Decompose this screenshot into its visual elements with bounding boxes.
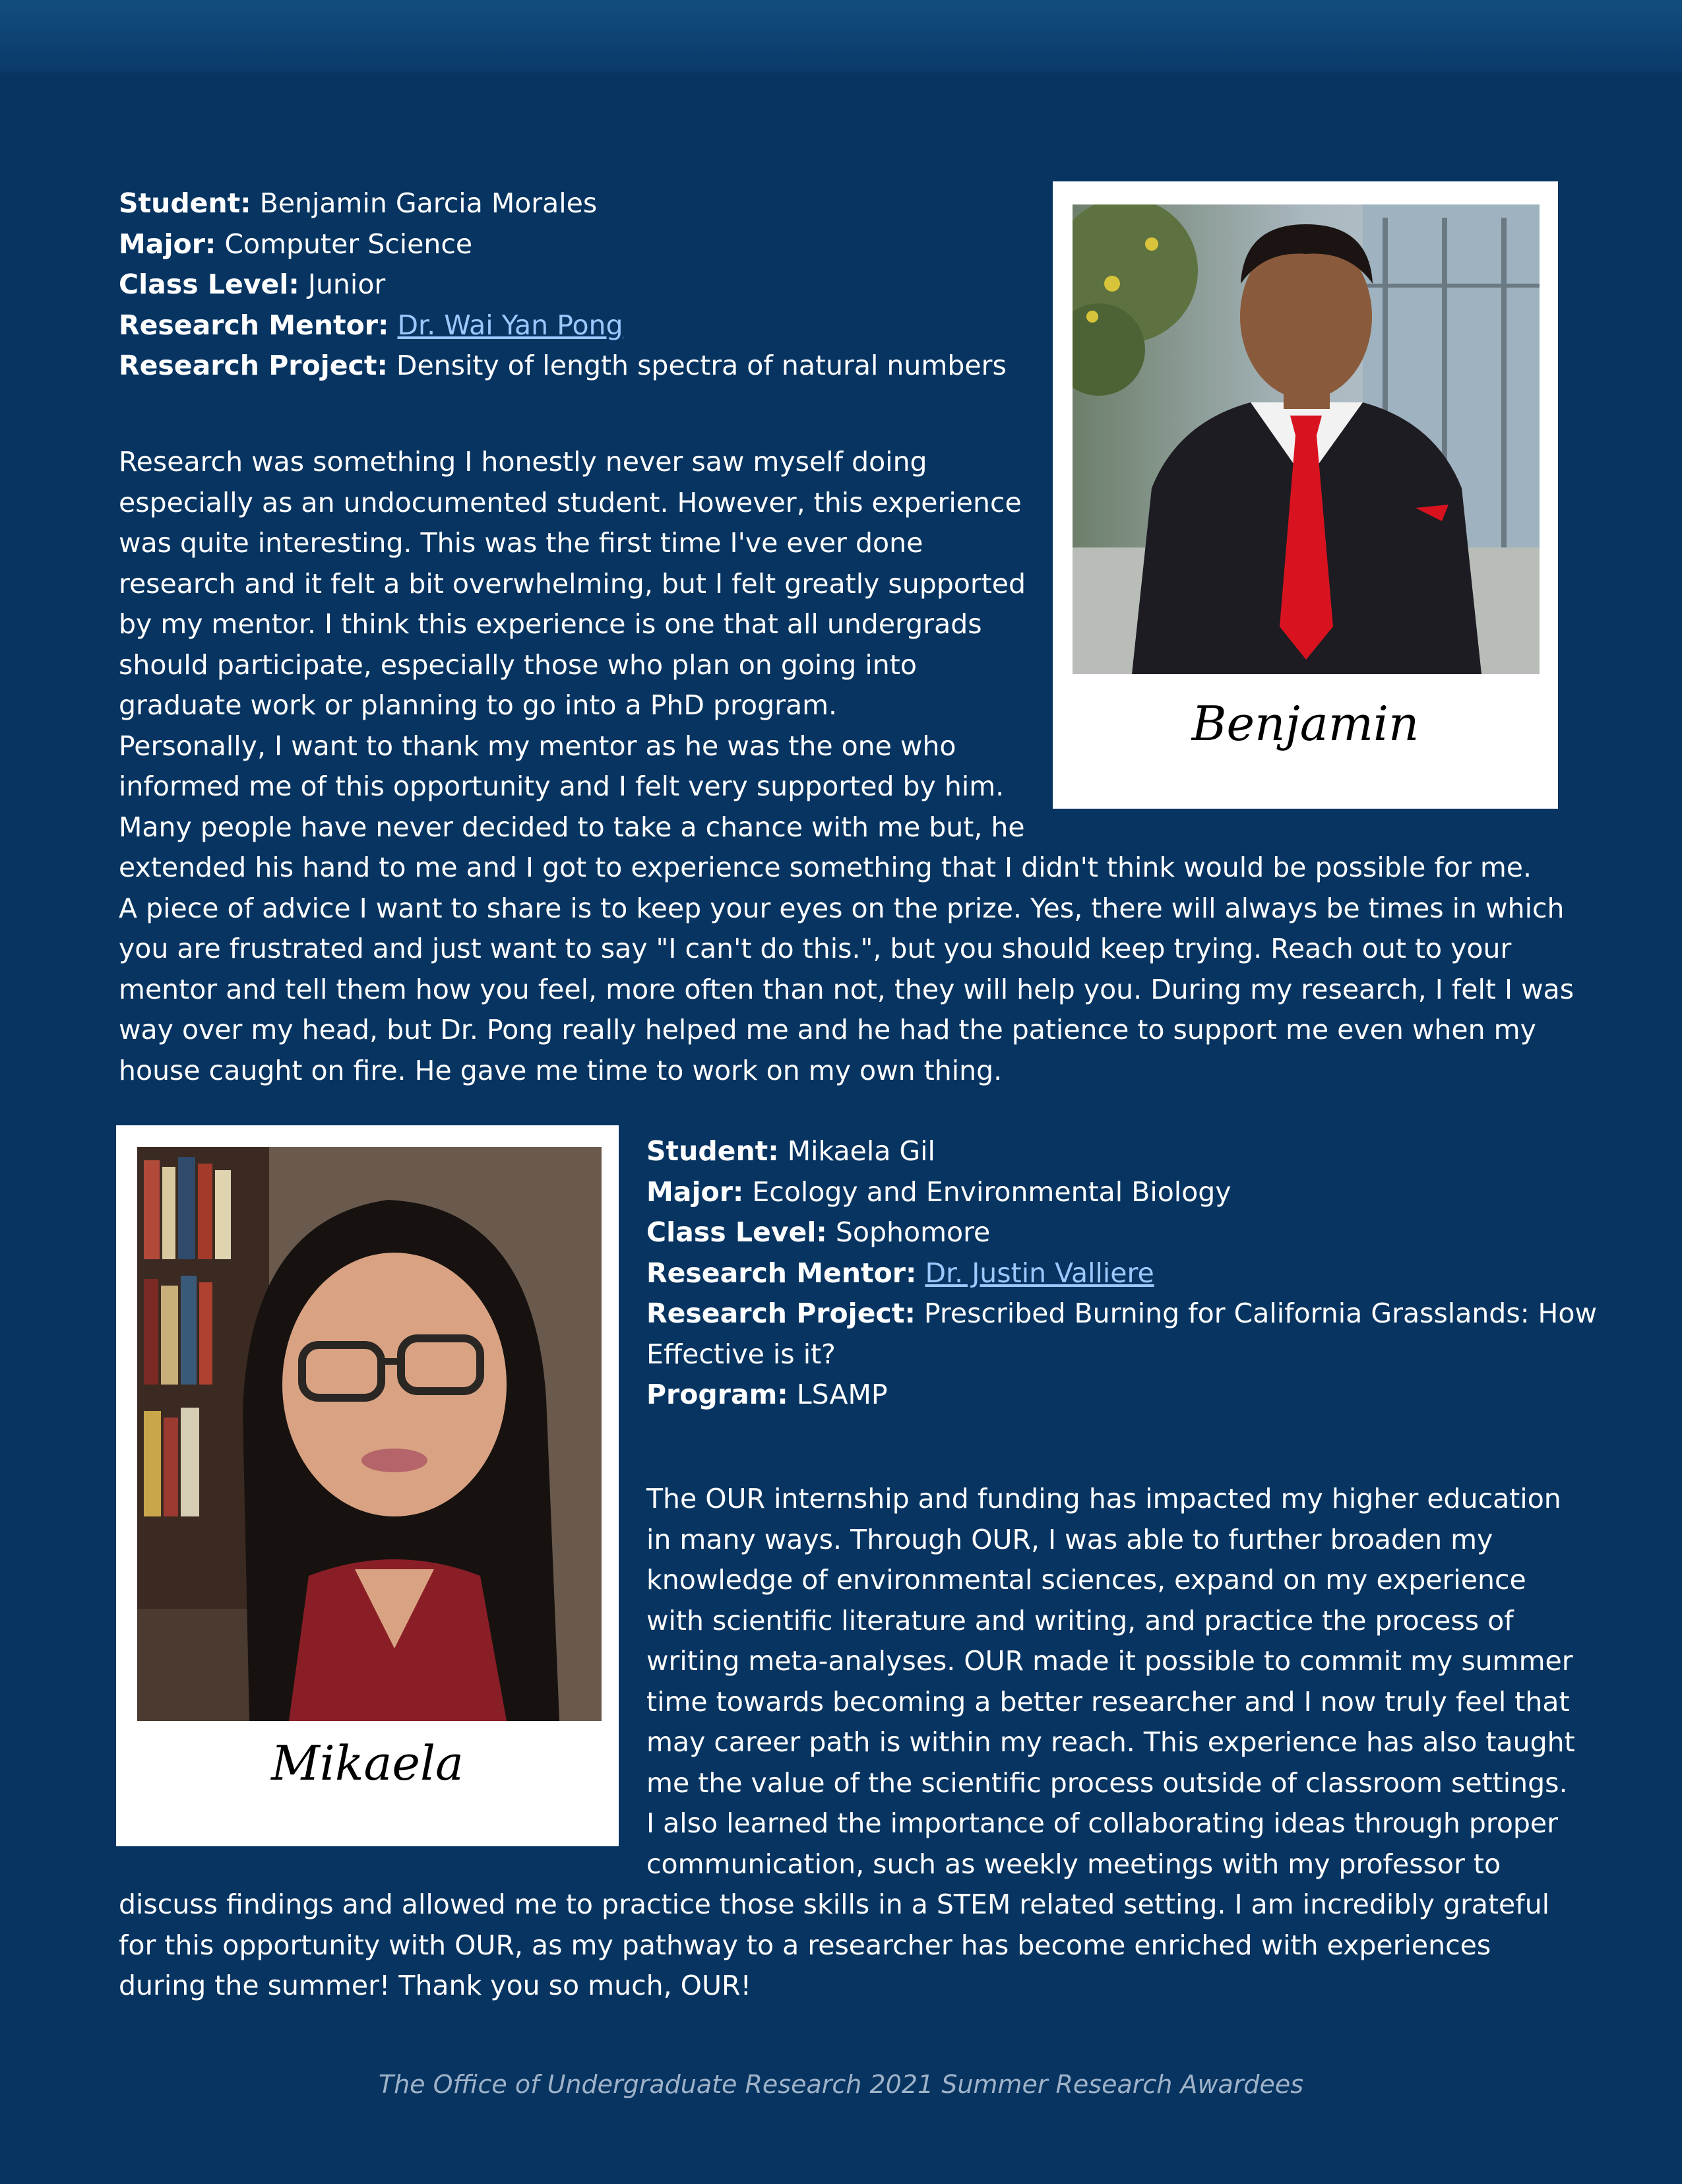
student1-essay-line: A piece of advice I want to share is to keep your eyes on the prize. Yes, there will always be times in which xyxy=(119,892,1565,924)
student2-essay-line: time towards becoming a better researcher and I now truly feel that xyxy=(646,1685,1570,1718)
student2-project-line2: Effective is it? xyxy=(646,1338,836,1370)
student2-essay-line: for this opportunity with OUR, as my pathway to a researcher has become enriched with experiences xyxy=(119,1929,1491,1961)
mikaela-photo xyxy=(137,1147,602,1721)
student2-essay-line: I also learned the importance of collaborating ideas through proper xyxy=(646,1807,1559,1839)
student1-essay-line: mentor and tell them how you feel, more often than not, they will help you. During my research, I felt I was xyxy=(119,973,1574,1005)
student1-essay-line: Research was something I honestly never saw myself doing xyxy=(119,446,927,478)
student1-name-line: Student: Benjamin Garcia Morales xyxy=(119,187,598,219)
student1-mentor-link[interactable]: Dr. Wai Yan Pong xyxy=(397,309,623,341)
student2-project: Prescribed Burning for California Grasslands: How xyxy=(923,1297,1597,1329)
student2-program-line: Program: LSAMP xyxy=(646,1379,888,1410)
student2-project-line: Research Project: Prescribed Burning for California Grasslands: How xyxy=(646,1297,1597,1329)
student2-essay-line: may career path is within my reach. This experience has also taught xyxy=(646,1726,1575,1758)
student2-essay-line: in many ways. Through OUR, I was able to further broaden my xyxy=(646,1523,1493,1555)
student1-essay-line: you are frustrated and just want to say "I can't do this.", but you should keep trying. Reach out to your xyxy=(119,933,1512,964)
student2-major: Ecology and Environmental Biology xyxy=(752,1175,1231,1208)
student1-essay-line: Many people have never decided to take a chance with me but, he xyxy=(119,811,1025,843)
footer-text: The Office of Undergraduate Research 2021 Summer Research Awardees xyxy=(378,2070,1304,2099)
benjamin-caption: Benjamin xyxy=(1191,696,1419,751)
mikaela-caption: Mikaela xyxy=(271,1735,464,1791)
student2-essay-line: The OUR internship and funding has impacted my higher education xyxy=(646,1483,1561,1514)
student2-mentor-line: Research Mentor: Dr. Justin Valliere xyxy=(646,1257,1154,1289)
student1-essay-line: house caught on fire. He gave me time to work on my own thing. xyxy=(119,1054,1003,1086)
student2-class-level: Sophomore xyxy=(835,1216,991,1248)
student2-essay-line: discuss findings and allowed me to practice those skills in a STEM related setting. I am incredibly grateful xyxy=(119,1888,1550,1920)
student1-essay-line: way over my head, but Dr. Pong really helped me and he had the patience to support me even when my xyxy=(119,1014,1536,1045)
student2-program: LSAMP xyxy=(796,1379,888,1410)
student1-class-level: Junior xyxy=(307,268,386,300)
student2-essay-line: during the summer! Thank you so much, OUR! xyxy=(119,1970,751,2001)
student1-class-line: Class Level: Junior xyxy=(119,268,386,300)
benjamin-photo-card xyxy=(1053,181,1558,809)
student1-essay-line: graduate work or planning to go into a PhD program. xyxy=(119,689,838,721)
top-band xyxy=(0,0,1682,73)
student2-essay-line: knowledge of environmental sciences, expand on my experience xyxy=(646,1564,1526,1596)
student2-essay-line: communication, such as weekly meetings with my professor to xyxy=(646,1848,1501,1880)
student2-name: Mikaela Gil xyxy=(787,1135,935,1167)
student1-essay-line: should participate, especially those who plan on going into xyxy=(119,648,917,681)
student1-mentor-line: Research Mentor: Dr. Wai Yan Pong xyxy=(119,309,623,341)
student1-major-line: Major: Computer Science xyxy=(119,228,473,260)
student1-essay-line: was quite interesting. This was the first time I've ever done xyxy=(119,527,923,559)
student1-essay-line: especially as an undocumented student. However, this experience xyxy=(119,486,1022,518)
benjamin-photo xyxy=(1073,204,1540,674)
student1-essay-line: by my mentor. I think this experience is one that all undergrads xyxy=(119,608,982,640)
student1-essay-line: research and it felt a bit overwhelming, but I felt greatly supported xyxy=(119,567,1026,600)
student2-essay-line: with scientific literature and writing, and practice the process of xyxy=(646,1604,1514,1637)
student1-name: Benjamin Garcia Morales xyxy=(259,187,598,219)
student1-project: Density of length spectra of natural numbers xyxy=(396,350,1007,381)
student1-major: Computer Science xyxy=(224,228,473,260)
student1-info xyxy=(119,183,1007,387)
student1-essay-line: informed me of this opportunity and I felt very supported by him. xyxy=(119,770,1005,802)
student1-project-line: Research Project: Density of length spectra of natural numbers xyxy=(119,350,1007,381)
student1-essay-line: extended his hand to me and I got to experience something that I didn't think would be possible for me. xyxy=(119,852,1532,883)
student2-info xyxy=(646,1131,1597,1416)
student2-class-line: Class Level: Sophomore xyxy=(646,1216,991,1248)
student2-essay-line: writing meta-analyses. OUR made it possible to commit my summer xyxy=(646,1645,1573,1677)
student2-essay-line: me the value of the scientific process outside of classroom settings. xyxy=(646,1766,1568,1799)
student2-name-line: Student: Mikaela Gil xyxy=(646,1135,935,1167)
mikaela-photo-card xyxy=(116,1125,619,1846)
student1-essay-line: Personally, I want to thank my mentor as he was the one who xyxy=(119,730,956,762)
student2-major-line: Major: Ecology and Environmental Biology xyxy=(646,1175,1231,1208)
student2-mentor-link[interactable]: Dr. Justin Valliere xyxy=(925,1257,1154,1289)
